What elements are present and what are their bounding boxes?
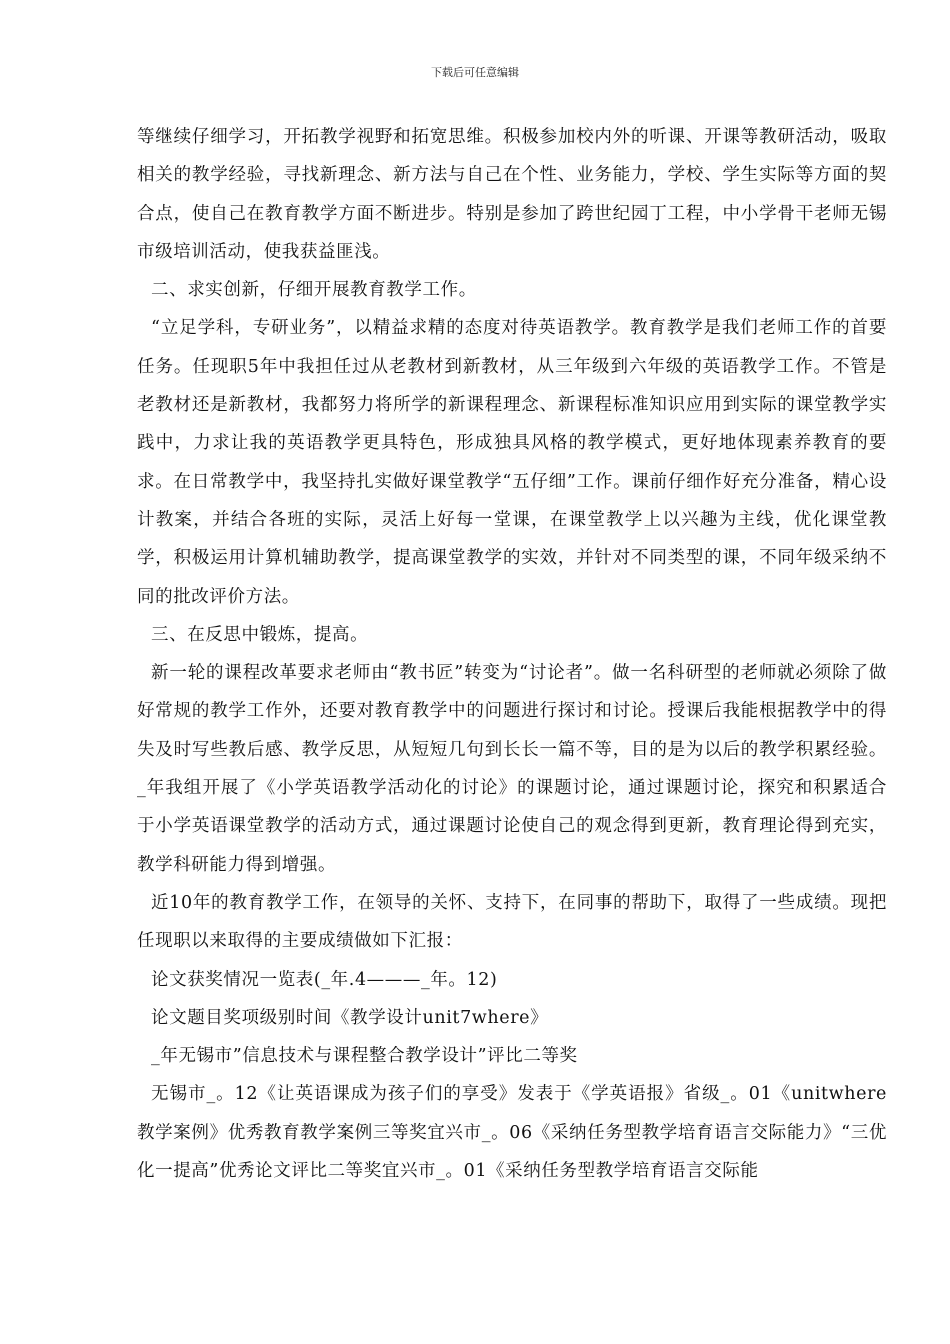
paragraph-achievements: 近10年的教育教学工作，在领导的关怀、支持下，在同事的帮助下，取得了一些成绩。现把任现职以来取得的主要成绩做如下汇报： [137, 892, 887, 952]
paper-awards-title: 论文获奖情况一览表(_年.4———_年。12) [151, 969, 498, 990]
page-header: 下载后可任意编辑 [431, 66, 519, 79]
paper-award-row: _年无锡市”信息技术与课程整合教学设计”评比二等奖 [151, 1046, 578, 1067]
paper-award-rows: 无锡市_。12《让英语课成为孩子们的享受》发表于《学英语报》省级_。01《unitwhere教学案例》优秀教育教学案例三等奖宜兴市_。06《采纳任务型教学培育语言交际能力》“三优化一提高”优秀论文评比二等奖宜兴市_。01《采纳任务型教学培育语言交际能 [137, 1084, 887, 1182]
paragraph-continued: 等继续仔细学习，开拓教学视野和拓宽思维。积极参加校内外的听课、开课等教研活动，吸取相关的教学经验，寻找新理念、新方法与自己在个性、业务能力，学校、学生实际等方面的契合点，使自己在教育教学方面不断进步。特别是参加了跨世纪园丁工程，中小学骨干老师无锡市级培训活动，使我获益匪浅。 [137, 127, 887, 262]
paragraph-teaching: “立足学科，专研业务”，以精益求精的态度对待英语教学。教育教学是我们老师工作的首要任务。任现职5年中我担任过从老教材到新教材，从三年级到六年级的英语教学工作。不管是老教材还是新教材，我都努力将所学的新课程理念、新课程标准知识应用到实际的课堂教学实践中，力求让我的英语教学更具特色，形成独具风格的教学模式，更好地体现素养教育的要求。在日常教学中，我坚持扎实做好课堂教学“五仔细”工作。课前仔细作好充分准备，精心设计教案，并结合各班的实际，灵活上好每一堂课，在课堂教学上以兴趣为主线，优化课堂教学，积极运用计算机辅助教学，提高课堂教学的实效，并针对不同类型的课，不同年级采纳不同的批改评价方法。 [137, 318, 887, 607]
document-body [137, 118, 887, 1190]
paper-awards-header: 论文题目奖项级别时间《教学设计unit7where》 [151, 1007, 549, 1028]
section-heading-2: 二、求实创新，仔细开展教育教学工作。 [151, 280, 477, 301]
section-heading-3: 三、在反思中锻炼，提高。 [151, 624, 369, 645]
paragraph-reflection: 新一轮的课程改革要求老师由“教书匠”转变为“讨论者”。做一名科研型的老师就必须除了做好常规的教学工作外，还要对教育教学中的问题进行探讨和讨论。授课后我能根据教学中的得失及时写些教后感、教学反思，从短短几句到长长一篇不等，目的是为以后的教学积累经验。_年我组开展了《小学英语教学活动化的讨论》的课题讨论，通过课题讨论，探究和积累适合于小学英语课堂教学的活动方式，通过课题讨论使自己的观念得到更新，教育理论得到充实，教学科研能力得到增强。 [137, 663, 887, 875]
